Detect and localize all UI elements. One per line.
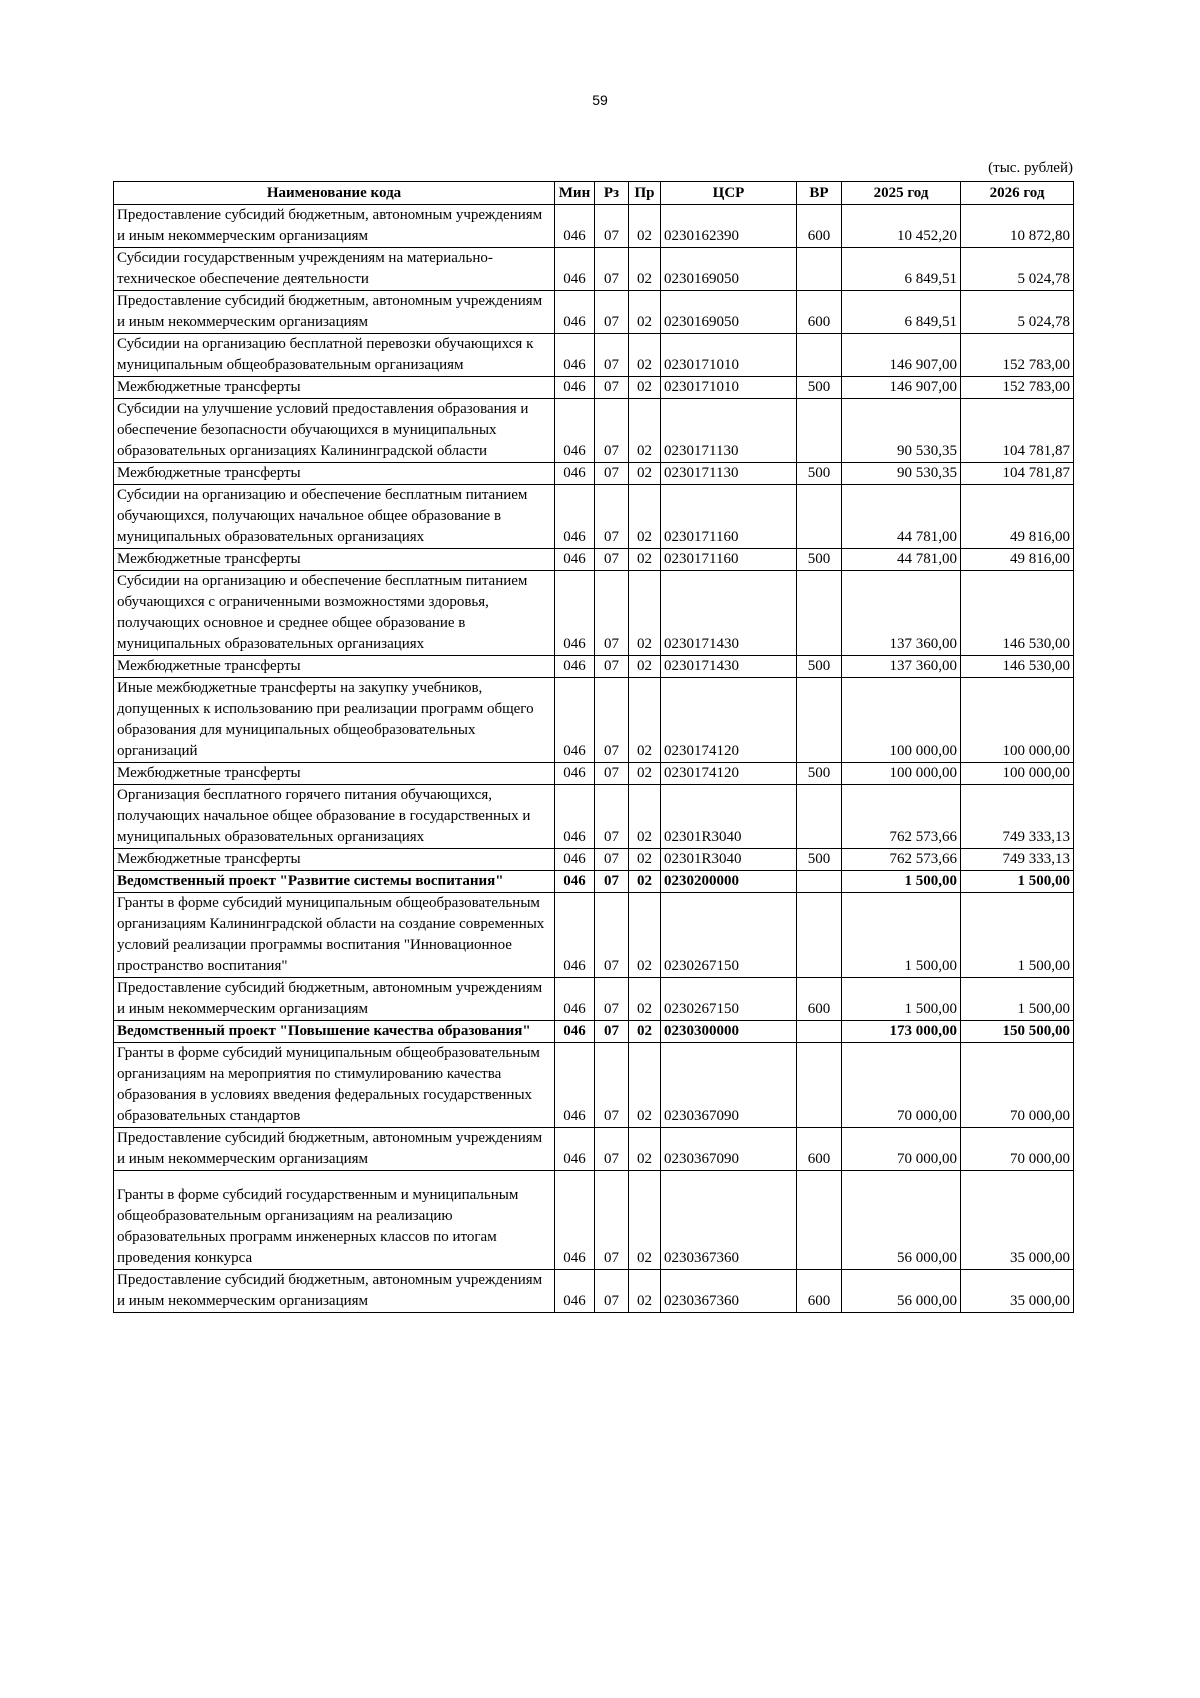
- cell-rz: 07: [595, 377, 629, 399]
- cell-2026: 70 000,00: [961, 1128, 1074, 1171]
- cell-2026: 10 872,80: [961, 205, 1074, 248]
- cell-pr: 02: [629, 205, 661, 248]
- cell-min: 046: [555, 871, 595, 893]
- cell-name: Межбюджетные трансферты: [114, 849, 555, 871]
- cell-2025: 56 000,00: [842, 1270, 961, 1313]
- table-row: [114, 334, 1074, 377]
- cell-name: Субсидии на организацию бесплатной перевозки обучающихся к муниципальным общеобразовательным организациям: [114, 334, 555, 377]
- cell-name: Субсидии на организацию и обеспечение бесплатным питанием обучающихся, получающих начальное общее образование в муниципальных образовательных организациях: [114, 485, 555, 549]
- cell-pr: 02: [629, 399, 661, 463]
- cell-vr: [797, 1021, 842, 1043]
- cell-2026: 150 500,00: [961, 1021, 1074, 1043]
- header-rz: Рз: [595, 182, 629, 205]
- cell-2026: 749 333,13: [961, 785, 1074, 849]
- cell-pr: 02: [629, 1171, 661, 1270]
- header-name: Наименование кода: [114, 182, 555, 205]
- page-number: 59: [592, 92, 608, 108]
- table-row: [114, 248, 1074, 291]
- table-row: [114, 1270, 1074, 1313]
- cell-min: 046: [555, 656, 595, 678]
- cell-vr: [797, 871, 842, 893]
- cell-rz: 07: [595, 571, 629, 656]
- cell-rz: 07: [595, 248, 629, 291]
- table-header-row: [114, 182, 1074, 205]
- cell-min: 046: [555, 377, 595, 399]
- cell-pr: 02: [629, 849, 661, 871]
- cell-rz: 07: [595, 678, 629, 763]
- cell-min: 046: [555, 248, 595, 291]
- cell-pr: 02: [629, 571, 661, 656]
- cell-vr: [797, 1043, 842, 1128]
- cell-pr: 02: [629, 978, 661, 1021]
- cell-pr: 02: [629, 1270, 661, 1313]
- cell-min: 046: [555, 1021, 595, 1043]
- cell-rz: 07: [595, 849, 629, 871]
- cell-csr: 0230171130: [661, 463, 797, 485]
- cell-rz: 07: [595, 785, 629, 849]
- cell-min: 046: [555, 463, 595, 485]
- cell-2026: 1 500,00: [961, 871, 1074, 893]
- table-row: [114, 1043, 1074, 1128]
- cell-2025: 70 000,00: [842, 1043, 961, 1128]
- cell-2025: 90 530,35: [842, 399, 961, 463]
- cell-rz: 07: [595, 1043, 629, 1128]
- cell-2026: 35 000,00: [961, 1270, 1074, 1313]
- cell-min: 046: [555, 549, 595, 571]
- cell-vr: [797, 399, 842, 463]
- cell-2025: 762 573,66: [842, 849, 961, 871]
- header-csr: ЦСР: [661, 182, 797, 205]
- cell-name: Предоставление субсидий бюджетным, автономным учреждениям и иным некоммерческим организациям: [114, 1270, 555, 1313]
- cell-2026: 5 024,78: [961, 248, 1074, 291]
- cell-csr: 0230171160: [661, 485, 797, 549]
- table-row: [114, 1021, 1074, 1043]
- table-row: [114, 678, 1074, 763]
- table-row: [114, 463, 1074, 485]
- cell-pr: 02: [629, 334, 661, 377]
- cell-pr: 02: [629, 871, 661, 893]
- cell-rz: 07: [595, 871, 629, 893]
- cell-rz: 07: [595, 399, 629, 463]
- cell-csr: 0230171130: [661, 399, 797, 463]
- cell-pr: 02: [629, 291, 661, 334]
- cell-rz: 07: [595, 1171, 629, 1270]
- header-2026: 2026 год: [961, 182, 1074, 205]
- cell-csr: 0230367360: [661, 1270, 797, 1313]
- cell-csr: 02301R3040: [661, 849, 797, 871]
- cell-vr: [797, 248, 842, 291]
- cell-pr: 02: [629, 1021, 661, 1043]
- cell-csr: 0230171010: [661, 334, 797, 377]
- cell-min: 046: [555, 678, 595, 763]
- cell-2025: 146 907,00: [842, 377, 961, 399]
- cell-vr: [797, 678, 842, 763]
- cell-name: Предоставление субсидий бюджетным, автономным учреждениям и иным некоммерческим организациям: [114, 205, 555, 248]
- cell-2026: 1 500,00: [961, 978, 1074, 1021]
- cell-pr: 02: [629, 549, 661, 571]
- cell-2025: 44 781,00: [842, 549, 961, 571]
- cell-pr: 02: [629, 785, 661, 849]
- cell-csr: 0230169050: [661, 291, 797, 334]
- cell-csr: 02301R3040: [661, 785, 797, 849]
- header-pr: Пр: [629, 182, 661, 205]
- cell-2025: 70 000,00: [842, 1128, 961, 1171]
- cell-rz: 07: [595, 463, 629, 485]
- cell-2026: 100 000,00: [961, 763, 1074, 785]
- table-row: [114, 763, 1074, 785]
- cell-vr: [797, 1171, 842, 1270]
- cell-min: 046: [555, 893, 595, 978]
- cell-vr: [797, 334, 842, 377]
- cell-min: 046: [555, 334, 595, 377]
- cell-rz: 07: [595, 205, 629, 248]
- cell-rz: 07: [595, 1128, 629, 1171]
- cell-rz: 07: [595, 334, 629, 377]
- cell-2025: 6 849,51: [842, 248, 961, 291]
- cell-name: Субсидии на организацию и обеспечение бесплатным питанием обучающихся с ограниченными возможностями здоровья, получающих основное и среднее общее образование в муниципальных образовательных организациях: [114, 571, 555, 656]
- table-row: [114, 205, 1074, 248]
- cell-name: Гранты в форме субсидий муниципальным общеобразовательным организациям Калининградской области на создание современных условий реализации программы воспитания "Инновационное пространство воспитания": [114, 893, 555, 978]
- cell-2026: 146 530,00: [961, 571, 1074, 656]
- cell-min: 046: [555, 763, 595, 785]
- cell-vr: [797, 785, 842, 849]
- cell-2026: 152 783,00: [961, 377, 1074, 399]
- cell-rz: 07: [595, 291, 629, 334]
- cell-csr: 0230300000: [661, 1021, 797, 1043]
- cell-vr: 600: [797, 205, 842, 248]
- table-row: [114, 377, 1074, 399]
- cell-name: Предоставление субсидий бюджетным, автономным учреждениям и иным некоммерческим организациям: [114, 291, 555, 334]
- cell-min: 046: [555, 1128, 595, 1171]
- table-row: [114, 893, 1074, 978]
- cell-2025: 762 573,66: [842, 785, 961, 849]
- units-label: (тыс. рублей): [988, 160, 1073, 176]
- cell-rz: 07: [595, 485, 629, 549]
- cell-csr: 0230174120: [661, 763, 797, 785]
- cell-csr: 0230367360: [661, 1171, 797, 1270]
- cell-2025: 100 000,00: [842, 763, 961, 785]
- cell-csr: 0230367090: [661, 1043, 797, 1128]
- cell-2025: 56 000,00: [842, 1171, 961, 1270]
- cell-2026: 152 783,00: [961, 334, 1074, 377]
- cell-min: 046: [555, 571, 595, 656]
- cell-vr: [797, 893, 842, 978]
- cell-name: Межбюджетные трансферты: [114, 377, 555, 399]
- cell-2026: 104 781,87: [961, 399, 1074, 463]
- cell-pr: 02: [629, 1043, 661, 1128]
- cell-name: Предоставление субсидий бюджетным, автономным учреждениям и иным некоммерческим организациям: [114, 978, 555, 1021]
- cell-pr: 02: [629, 678, 661, 763]
- cell-min: 046: [555, 849, 595, 871]
- header-vr: ВР: [797, 182, 842, 205]
- cell-csr: 0230171160: [661, 549, 797, 571]
- cell-rz: 07: [595, 978, 629, 1021]
- cell-pr: 02: [629, 463, 661, 485]
- table-row: [114, 1171, 1074, 1270]
- table-row: [114, 571, 1074, 656]
- table-row: [114, 849, 1074, 871]
- cell-rz: 07: [595, 1021, 629, 1043]
- cell-2025: 173 000,00: [842, 1021, 961, 1043]
- cell-rz: 07: [595, 549, 629, 571]
- cell-2025: 100 000,00: [842, 678, 961, 763]
- cell-min: 046: [555, 485, 595, 549]
- cell-name: Организация бесплатного горячего питания обучающихся, получающих начальное общее образование в государственных и муниципальных образовательных организациях: [114, 785, 555, 849]
- cell-2026: 100 000,00: [961, 678, 1074, 763]
- table-row: [114, 871, 1074, 893]
- cell-min: 046: [555, 785, 595, 849]
- cell-2026: 35 000,00: [961, 1171, 1074, 1270]
- cell-name: Предоставление субсидий бюджетным, автономным учреждениям и иным некоммерческим организациям: [114, 1128, 555, 1171]
- cell-csr: 0230171430: [661, 656, 797, 678]
- table-body: [114, 205, 1074, 1313]
- cell-name: Межбюджетные трансферты: [114, 656, 555, 678]
- cell-2026: 749 333,13: [961, 849, 1074, 871]
- cell-rz: 07: [595, 1270, 629, 1313]
- cell-csr: 0230162390: [661, 205, 797, 248]
- cell-2025: 90 530,35: [842, 463, 961, 485]
- cell-vr: [797, 485, 842, 549]
- table-row: [114, 399, 1074, 463]
- cell-2026: 5 024,78: [961, 291, 1074, 334]
- cell-pr: 02: [629, 656, 661, 678]
- cell-csr: 0230267150: [661, 978, 797, 1021]
- cell-2025: 137 360,00: [842, 656, 961, 678]
- cell-pr: 02: [629, 763, 661, 785]
- cell-vr: [797, 571, 842, 656]
- cell-name: Межбюджетные трансферты: [114, 763, 555, 785]
- table-row: [114, 549, 1074, 571]
- cell-2025: 146 907,00: [842, 334, 961, 377]
- cell-2025: 137 360,00: [842, 571, 961, 656]
- cell-min: 046: [555, 978, 595, 1021]
- cell-vr: 500: [797, 549, 842, 571]
- cell-vr: 500: [797, 656, 842, 678]
- cell-csr: 0230367090: [661, 1128, 797, 1171]
- cell-vr: 600: [797, 978, 842, 1021]
- cell-csr: 0230200000: [661, 871, 797, 893]
- budget-table: [113, 181, 1074, 1313]
- cell-vr: 600: [797, 1270, 842, 1313]
- cell-csr: 0230174120: [661, 678, 797, 763]
- cell-csr: 0230267150: [661, 893, 797, 978]
- cell-name: Ведомственный проект "Развитие системы воспитания": [114, 871, 555, 893]
- cell-vr: 500: [797, 849, 842, 871]
- cell-min: 046: [555, 205, 595, 248]
- table-row: [114, 1128, 1074, 1171]
- cell-2025: 1 500,00: [842, 978, 961, 1021]
- cell-2026: 104 781,87: [961, 463, 1074, 485]
- cell-csr: 0230171010: [661, 377, 797, 399]
- cell-vr: 500: [797, 763, 842, 785]
- cell-pr: 02: [629, 1128, 661, 1171]
- cell-pr: 02: [629, 485, 661, 549]
- cell-name: Межбюджетные трансферты: [114, 549, 555, 571]
- cell-name: Ведомственный проект "Повышение качества образования": [114, 1021, 555, 1043]
- cell-min: 046: [555, 399, 595, 463]
- cell-min: 046: [555, 291, 595, 334]
- cell-csr: 0230171430: [661, 571, 797, 656]
- cell-min: 046: [555, 1270, 595, 1313]
- cell-vr: 500: [797, 463, 842, 485]
- cell-csr: 0230169050: [661, 248, 797, 291]
- cell-rz: 07: [595, 656, 629, 678]
- cell-pr: 02: [629, 893, 661, 978]
- cell-name: Иные межбюджетные трансферты на закупку учебников, допущенных к использованию при реализации программ общего образования для муниципальных общеобразовательных организаций: [114, 678, 555, 763]
- cell-pr: 02: [629, 248, 661, 291]
- cell-2026: 1 500,00: [961, 893, 1074, 978]
- header-2025: 2025 год: [842, 182, 961, 205]
- table-row: [114, 291, 1074, 334]
- cell-rz: 07: [595, 893, 629, 978]
- cell-name: Субсидии государственным учреждениям на материально-техническое обеспечение деятельности: [114, 248, 555, 291]
- cell-vr: 600: [797, 1128, 842, 1171]
- cell-rz: 07: [595, 763, 629, 785]
- cell-2025: 10 452,20: [842, 205, 961, 248]
- cell-name: Гранты в форме субсидий муниципальным общеобразовательным организациям на мероприятия по стимулированию качества образования в условиях введения федеральных государственных образовательных стандартов: [114, 1043, 555, 1128]
- cell-name: Межбюджетные трансферты: [114, 463, 555, 485]
- cell-vr: 500: [797, 377, 842, 399]
- cell-name: Гранты в форме субсидий государственным и муниципальным общеобразовательным организациям на реализацию образовательных программ инженерных классов по итогам проведения конкурса: [114, 1171, 555, 1270]
- cell-2026: 49 816,00: [961, 485, 1074, 549]
- header-min: Мин: [555, 182, 595, 205]
- table-row: [114, 485, 1074, 549]
- cell-vr: 600: [797, 291, 842, 334]
- cell-min: 046: [555, 1043, 595, 1128]
- cell-2025: 44 781,00: [842, 485, 961, 549]
- table-row: [114, 656, 1074, 678]
- cell-2025: 6 849,51: [842, 291, 961, 334]
- cell-pr: 02: [629, 377, 661, 399]
- cell-2026: 146 530,00: [961, 656, 1074, 678]
- cell-2025: 1 500,00: [842, 893, 961, 978]
- cell-2026: 49 816,00: [961, 549, 1074, 571]
- cell-2026: 70 000,00: [961, 1043, 1074, 1128]
- table-row: [114, 978, 1074, 1021]
- cell-min: 046: [555, 1171, 595, 1270]
- cell-2025: 1 500,00: [842, 871, 961, 893]
- cell-name: Субсидии на улучшение условий предоставления образования и обеспечение безопасности обучающихся в муниципальных образовательных организациях Калининградской области: [114, 399, 555, 463]
- table-row: [114, 785, 1074, 849]
